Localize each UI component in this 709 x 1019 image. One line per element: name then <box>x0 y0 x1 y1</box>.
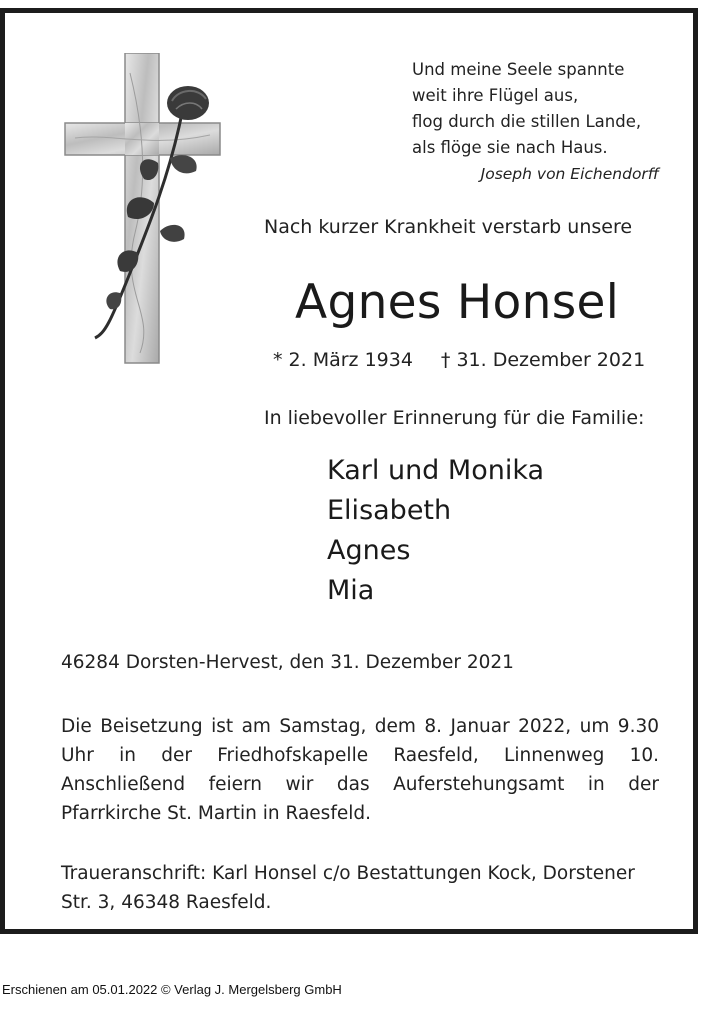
deceased-name: Agnes Honsel <box>295 275 620 330</box>
poem <box>412 57 659 187</box>
publication-footer: Erschienen am 05.01.2022 © Verlag J. Mergelsberg GmbH <box>2 982 342 997</box>
family-member: Mia <box>327 575 375 606</box>
birth-date: * 2. März 1934 <box>273 349 413 371</box>
cross-with-rose-icon <box>60 53 230 373</box>
family-member: Elisabeth <box>327 495 452 526</box>
poem-line: Und meine Seele spannte <box>412 60 625 79</box>
family-list <box>327 451 544 611</box>
poem-author: Joseph von Eichendorff <box>480 165 659 183</box>
obituary-frame <box>0 8 698 934</box>
life-dates <box>273 349 645 371</box>
death-date: † 31. Dezember 2021 <box>440 349 646 371</box>
burial-details: Die Beisetzung ist am Samstag, dem 8. Januar 2022, um 9.30 Uhr in der Friedhofskapelle Raesfeld, Linnenweg 10. Anschließend feiern wir das Auferstehungsamt in der Pfarrkirche St. Martin in Raesfeld. <box>61 716 659 824</box>
poem-line: als flöge sie nach Haus. <box>412 138 608 157</box>
family-member: Karl und Monika <box>327 455 545 486</box>
mourning-address: Traueranschrift: Karl Honsel c/o Bestattungen Kock, Dorstener Str. 3, 46348 Raesfeld. <box>61 863 635 913</box>
memory-line: In liebevoller Erinnerung für die Familie: <box>264 407 645 429</box>
poem-line: flog durch die stillen Lande, <box>412 112 642 131</box>
place-date: 46284 Dorsten-Hervest, den 31. Dezember 2021 <box>61 652 514 673</box>
intro-text: Nach kurzer Krankheit verstarb unsere <box>264 216 633 238</box>
family-member: Agnes <box>327 535 411 566</box>
poem-line: weit ihre Flügel aus, <box>412 86 579 105</box>
